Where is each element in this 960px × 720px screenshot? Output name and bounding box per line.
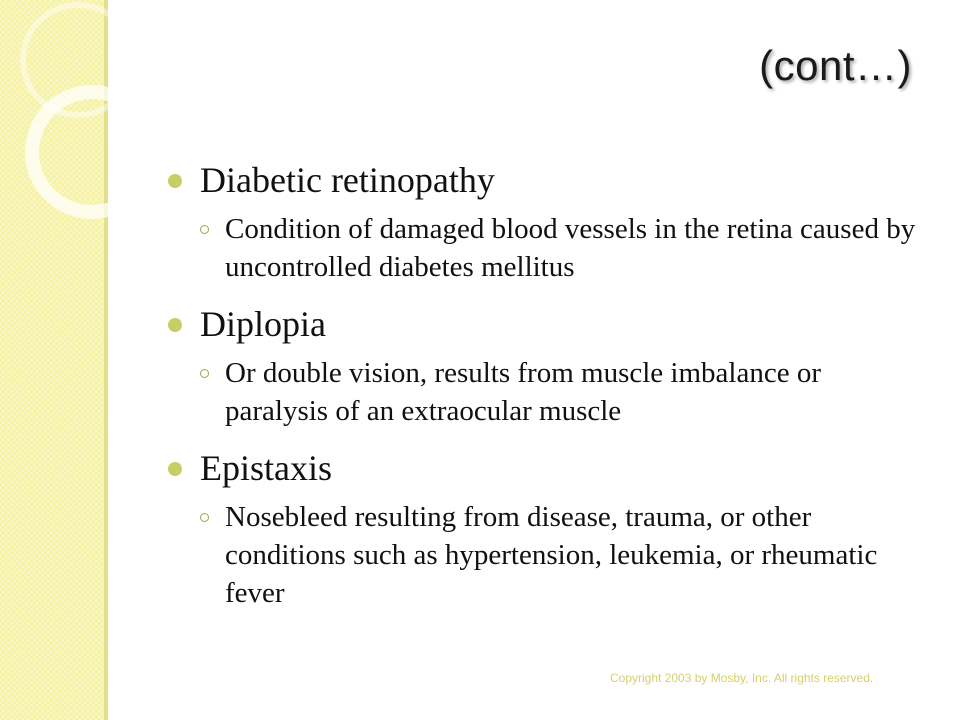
bullet-dot-icon <box>168 318 182 332</box>
decorative-circles-icon <box>0 0 140 260</box>
sub-bullet-text: Condition of damaged blood vessels in the retina caused by uncontrolled diabetes mellitus <box>225 213 916 283</box>
sub-bullet-text: Or double vision, results from muscle imbalance or paralysis of an extraocular muscle <box>225 357 821 427</box>
copyright-footer: Copyright 2003 by Mosby, Inc. All rights reserved. <box>610 671 874 685</box>
bullet-item <box>168 446 938 612</box>
bullet-heading: Epistaxis <box>200 448 332 488</box>
slide-title: (cont…) <box>759 42 912 89</box>
bullet-dot-icon <box>168 462 182 476</box>
sub-bullet-row <box>200 354 938 430</box>
bullet-heading: Diplopia <box>200 304 326 344</box>
bullet-heading-row <box>168 158 938 202</box>
sub-bullet-ring-icon <box>200 369 209 378</box>
bullet-item <box>168 302 938 430</box>
sub-bullet-ring-icon <box>200 225 209 234</box>
bullet-list <box>168 158 938 628</box>
bullet-heading-row <box>168 446 938 490</box>
bullet-item <box>168 158 938 286</box>
sub-bullet-row <box>200 210 938 286</box>
bullet-heading-row <box>168 302 938 346</box>
bullet-dot-icon <box>168 174 182 188</box>
sub-bullet-ring-icon <box>200 513 209 522</box>
sub-bullet-row <box>200 498 938 612</box>
sub-bullet-text: Nosebleed resulting from disease, trauma, or other conditions such as hypertension, leukemia, or rheumatic fever <box>225 501 878 609</box>
bullet-heading: Diabetic retinopathy <box>200 160 495 200</box>
